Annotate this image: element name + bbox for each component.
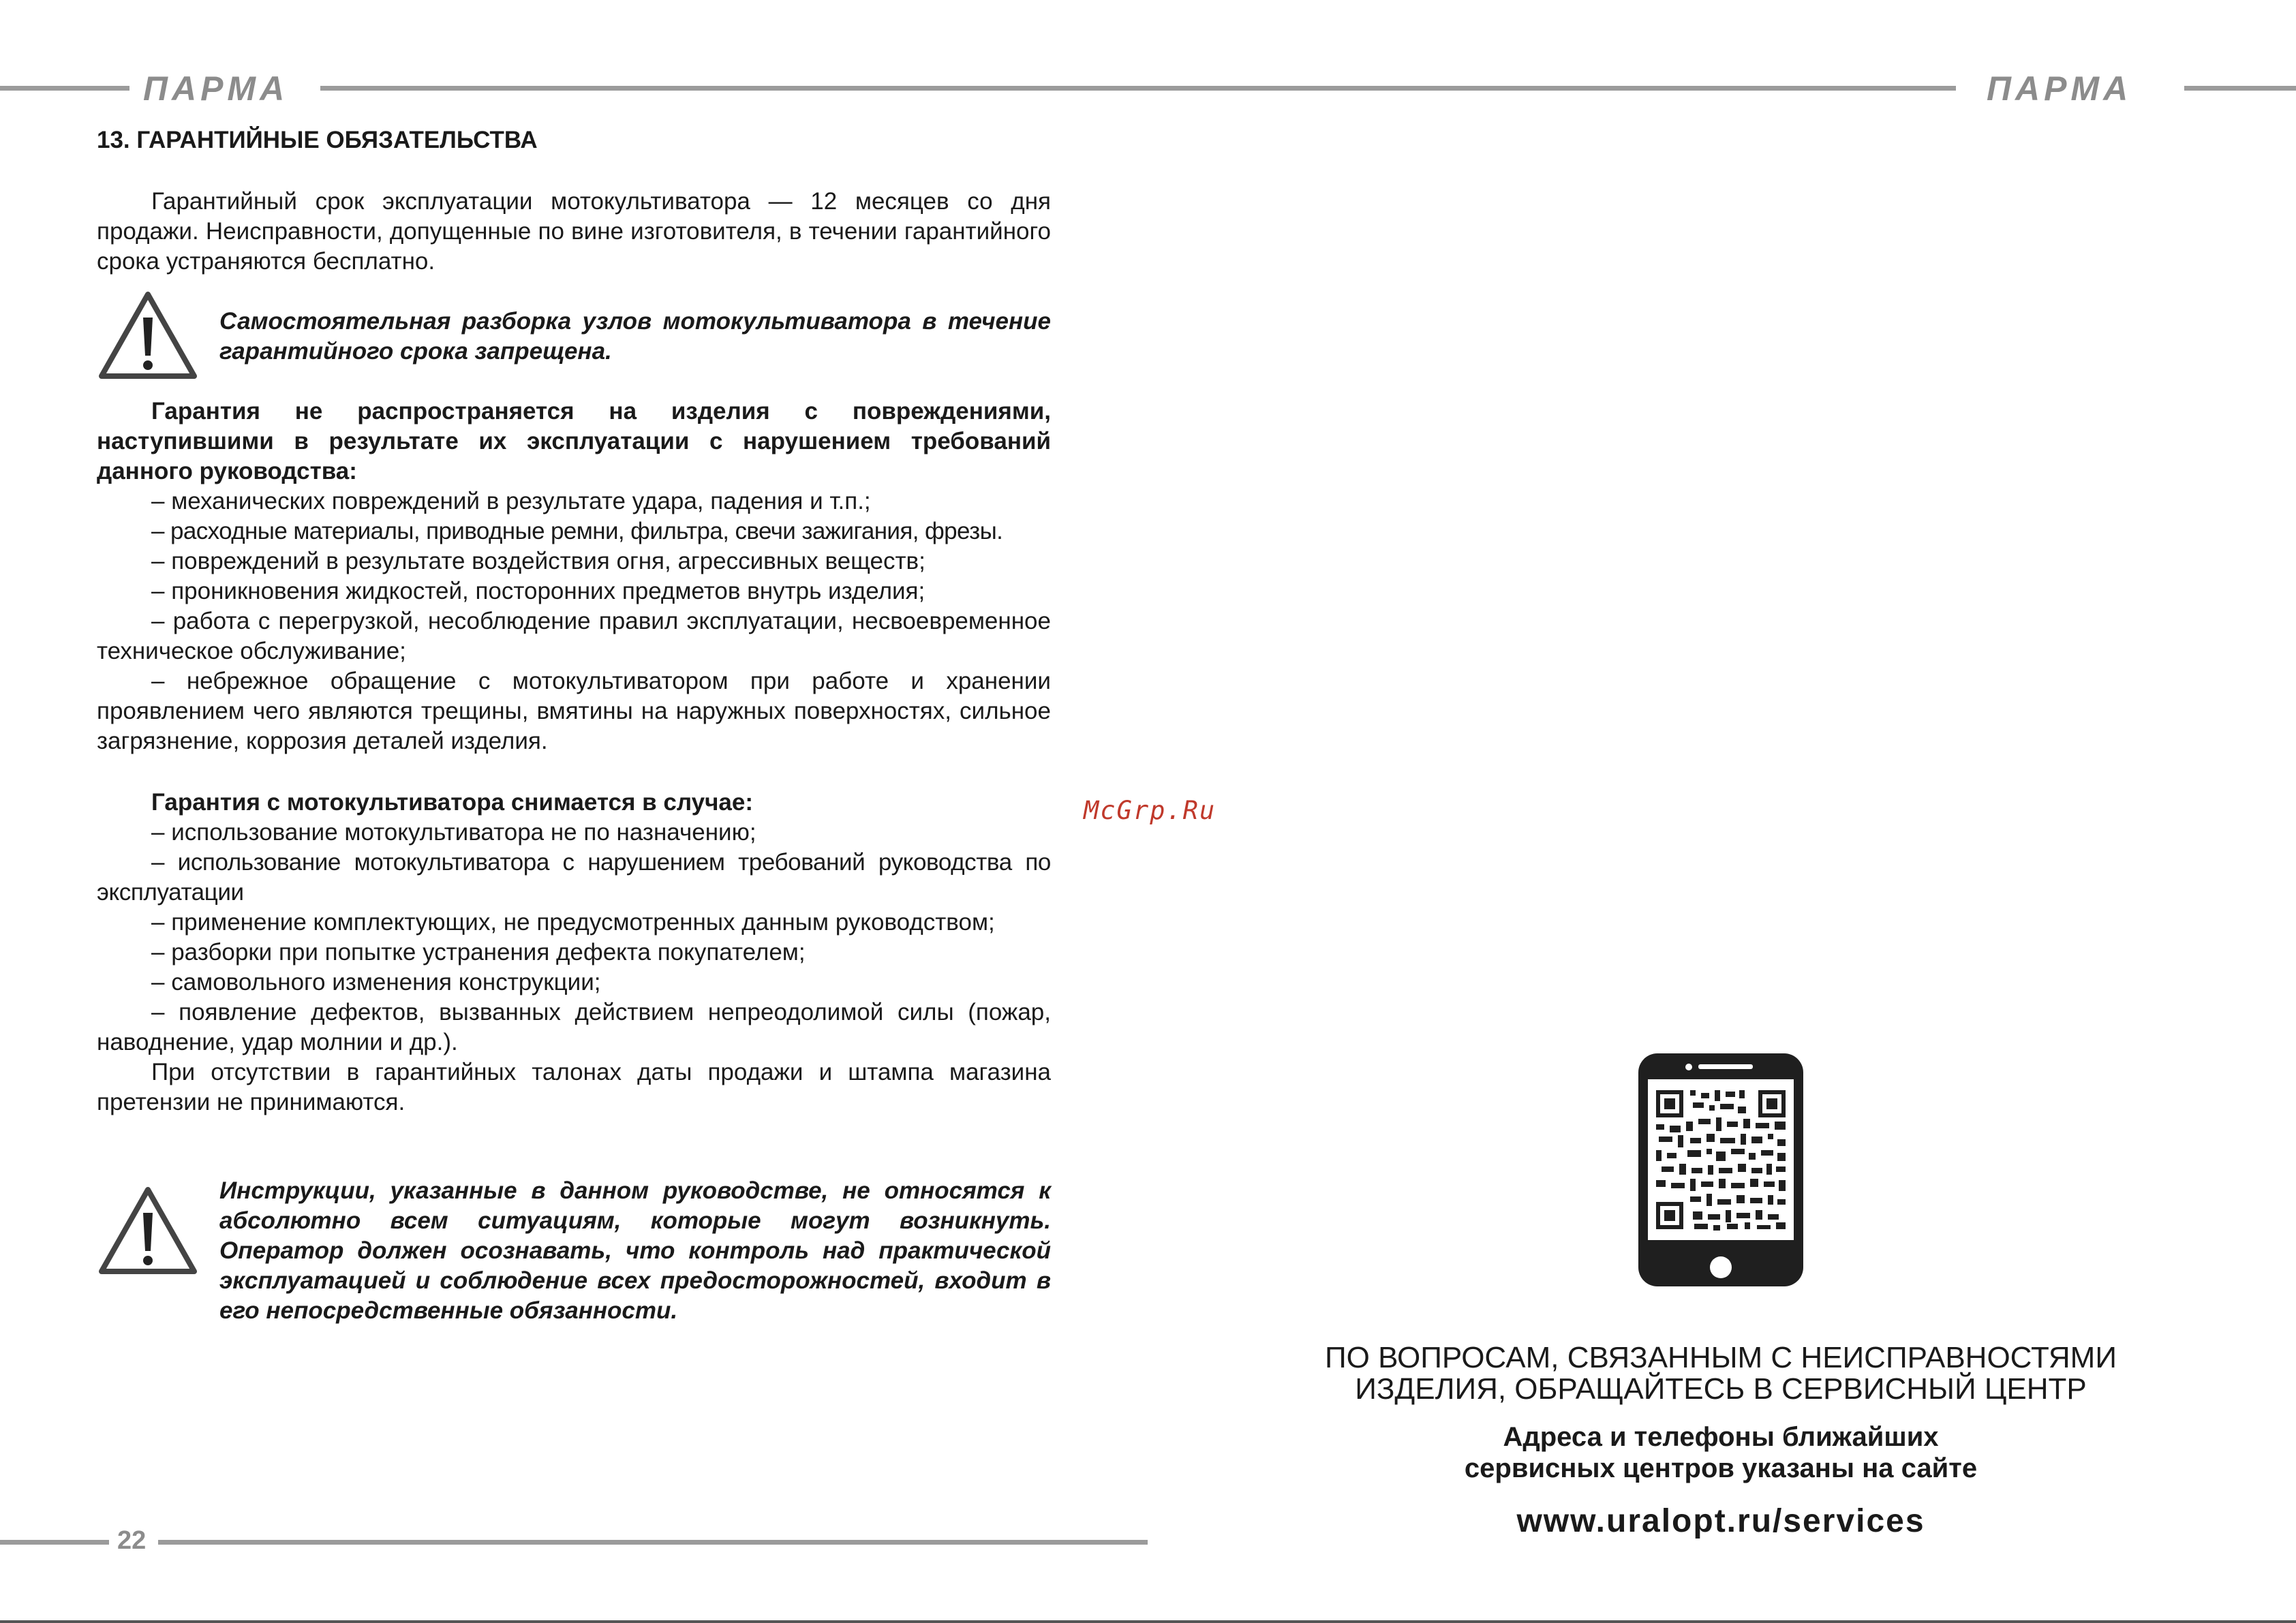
- intro-text: Гарантийный срок эксплуатации мотокультиватора — 12 месяцев со дня продажи. Неисправности, допущенные по вине изготовителя, в течении гарантийного срока устраняются бесплатно.: [97, 188, 1051, 275]
- service-line-2: ИЗДЕЛИЯ, ОБРАЩАЙТЕСЬ В СЕРВИСНЫЙ ЦЕНТР: [1355, 1372, 2087, 1406]
- header-rule-right: [2184, 86, 2296, 91]
- header-rule-middle: [320, 86, 1956, 91]
- list-item: – небрежное обращение с мотокультиватором при работе и хранении проявлением чего являются трещины, вмятины на наружных поверхностях, сильное загрязнение, коррозия деталей изделия.: [97, 668, 1051, 754]
- page-number: 22: [117, 1526, 147, 1555]
- void-title: Гарантия с мотокультиватора снимается в случае:: [151, 789, 753, 816]
- warning-text-2: Инструкции, указанные в данном руководстве, не относятся к абсолютно всем ситуациям, которые могут возникнуть. Оператор должен осознавать, что контроль над практической эксплуатацией и соблюдение всех предосторожностей, входит в его непосредственные обязанности.: [219, 1177, 1051, 1324]
- logo-left: ПАРМА: [143, 69, 289, 108]
- list-item: – появление дефектов, вызванных действием непреодолимой силы (пожар, наводнение, удар молнии и др.).: [97, 999, 1051, 1055]
- list-item: – разборки при попытке устранения дефекта покупателем;: [151, 939, 806, 965]
- warning-icon: [97, 289, 199, 382]
- warning-text-1: Самостоятельная разборка узлов мотокультиватора в течение гарантийного срока запрещена.: [219, 308, 1051, 365]
- not-covered-block: [97, 397, 1051, 756]
- header-rule-left: [0, 86, 129, 91]
- phone-qr-icon: [1636, 1051, 1806, 1289]
- list-item: – проникновения жидкостей, посторонних предметов внутрь изделия;: [151, 578, 925, 604]
- not-covered-title: Гарантия не распространяется на изделия с повреждениями, наступившими в результате их эксплуатации с нарушением требований данного руководства:: [97, 398, 1051, 484]
- service-line-1: ПО ВОПРОСАМ, СВЯЗАННЫМ С НЕИСПРАВНОСТЯМИ: [1325, 1341, 2117, 1374]
- section-title: 13. ГАРАНТИЙНЫЕ ОБЯЗАТЕЛЬСТВА: [97, 127, 538, 153]
- list-item: – механических повреждений в результате удара, падения и т.п.;: [151, 488, 871, 514]
- footer-rule-left: [0, 1540, 109, 1545]
- footer-rule-main: [158, 1540, 1148, 1545]
- closing-text: При отсутствии в гарантийных талонах даты продажи и штампа магазина претензии не принимаются.: [97, 1059, 1051, 1115]
- list-item: – использование мотокультиватора с нарушением требований руководства по эксплуатации: [97, 849, 1051, 906]
- warning-icon: [97, 1184, 199, 1277]
- address-line-2: сервисных центров указаны на сайте: [1464, 1453, 1978, 1483]
- list-item: – использование мотокультиватора не по назначению;: [151, 819, 756, 846]
- list-item: – расходные материалы, приводные ремни, фильтра, свечи зажигания, фрезы.: [151, 518, 1003, 544]
- address-line-1: Адреса и телефоны ближайших: [1503, 1422, 1939, 1452]
- watermark: McGrp.Ru: [1084, 796, 1216, 825]
- page-bottom-edge: [0, 1620, 2296, 1623]
- logo-right: ПАРМА: [1987, 69, 2132, 108]
- service-url-link[interactable]: www.uralopt.ru/services: [1516, 1503, 1925, 1539]
- list-item: – применение комплектующих, не предусмотренных данным руководством;: [151, 909, 995, 936]
- list-item: – повреждений в результате воздействия огня, агрессивных веществ;: [151, 548, 925, 574]
- list-item: – работа с перегрузкой, несоблюдение правил эксплуатации, несвоевременное техническое обслуживание;: [97, 608, 1051, 664]
- list-item: – самовольного изменения конструкции;: [151, 969, 601, 995]
- void-block: [97, 788, 1051, 1117]
- intro-paragraph: [97, 187, 1051, 277]
